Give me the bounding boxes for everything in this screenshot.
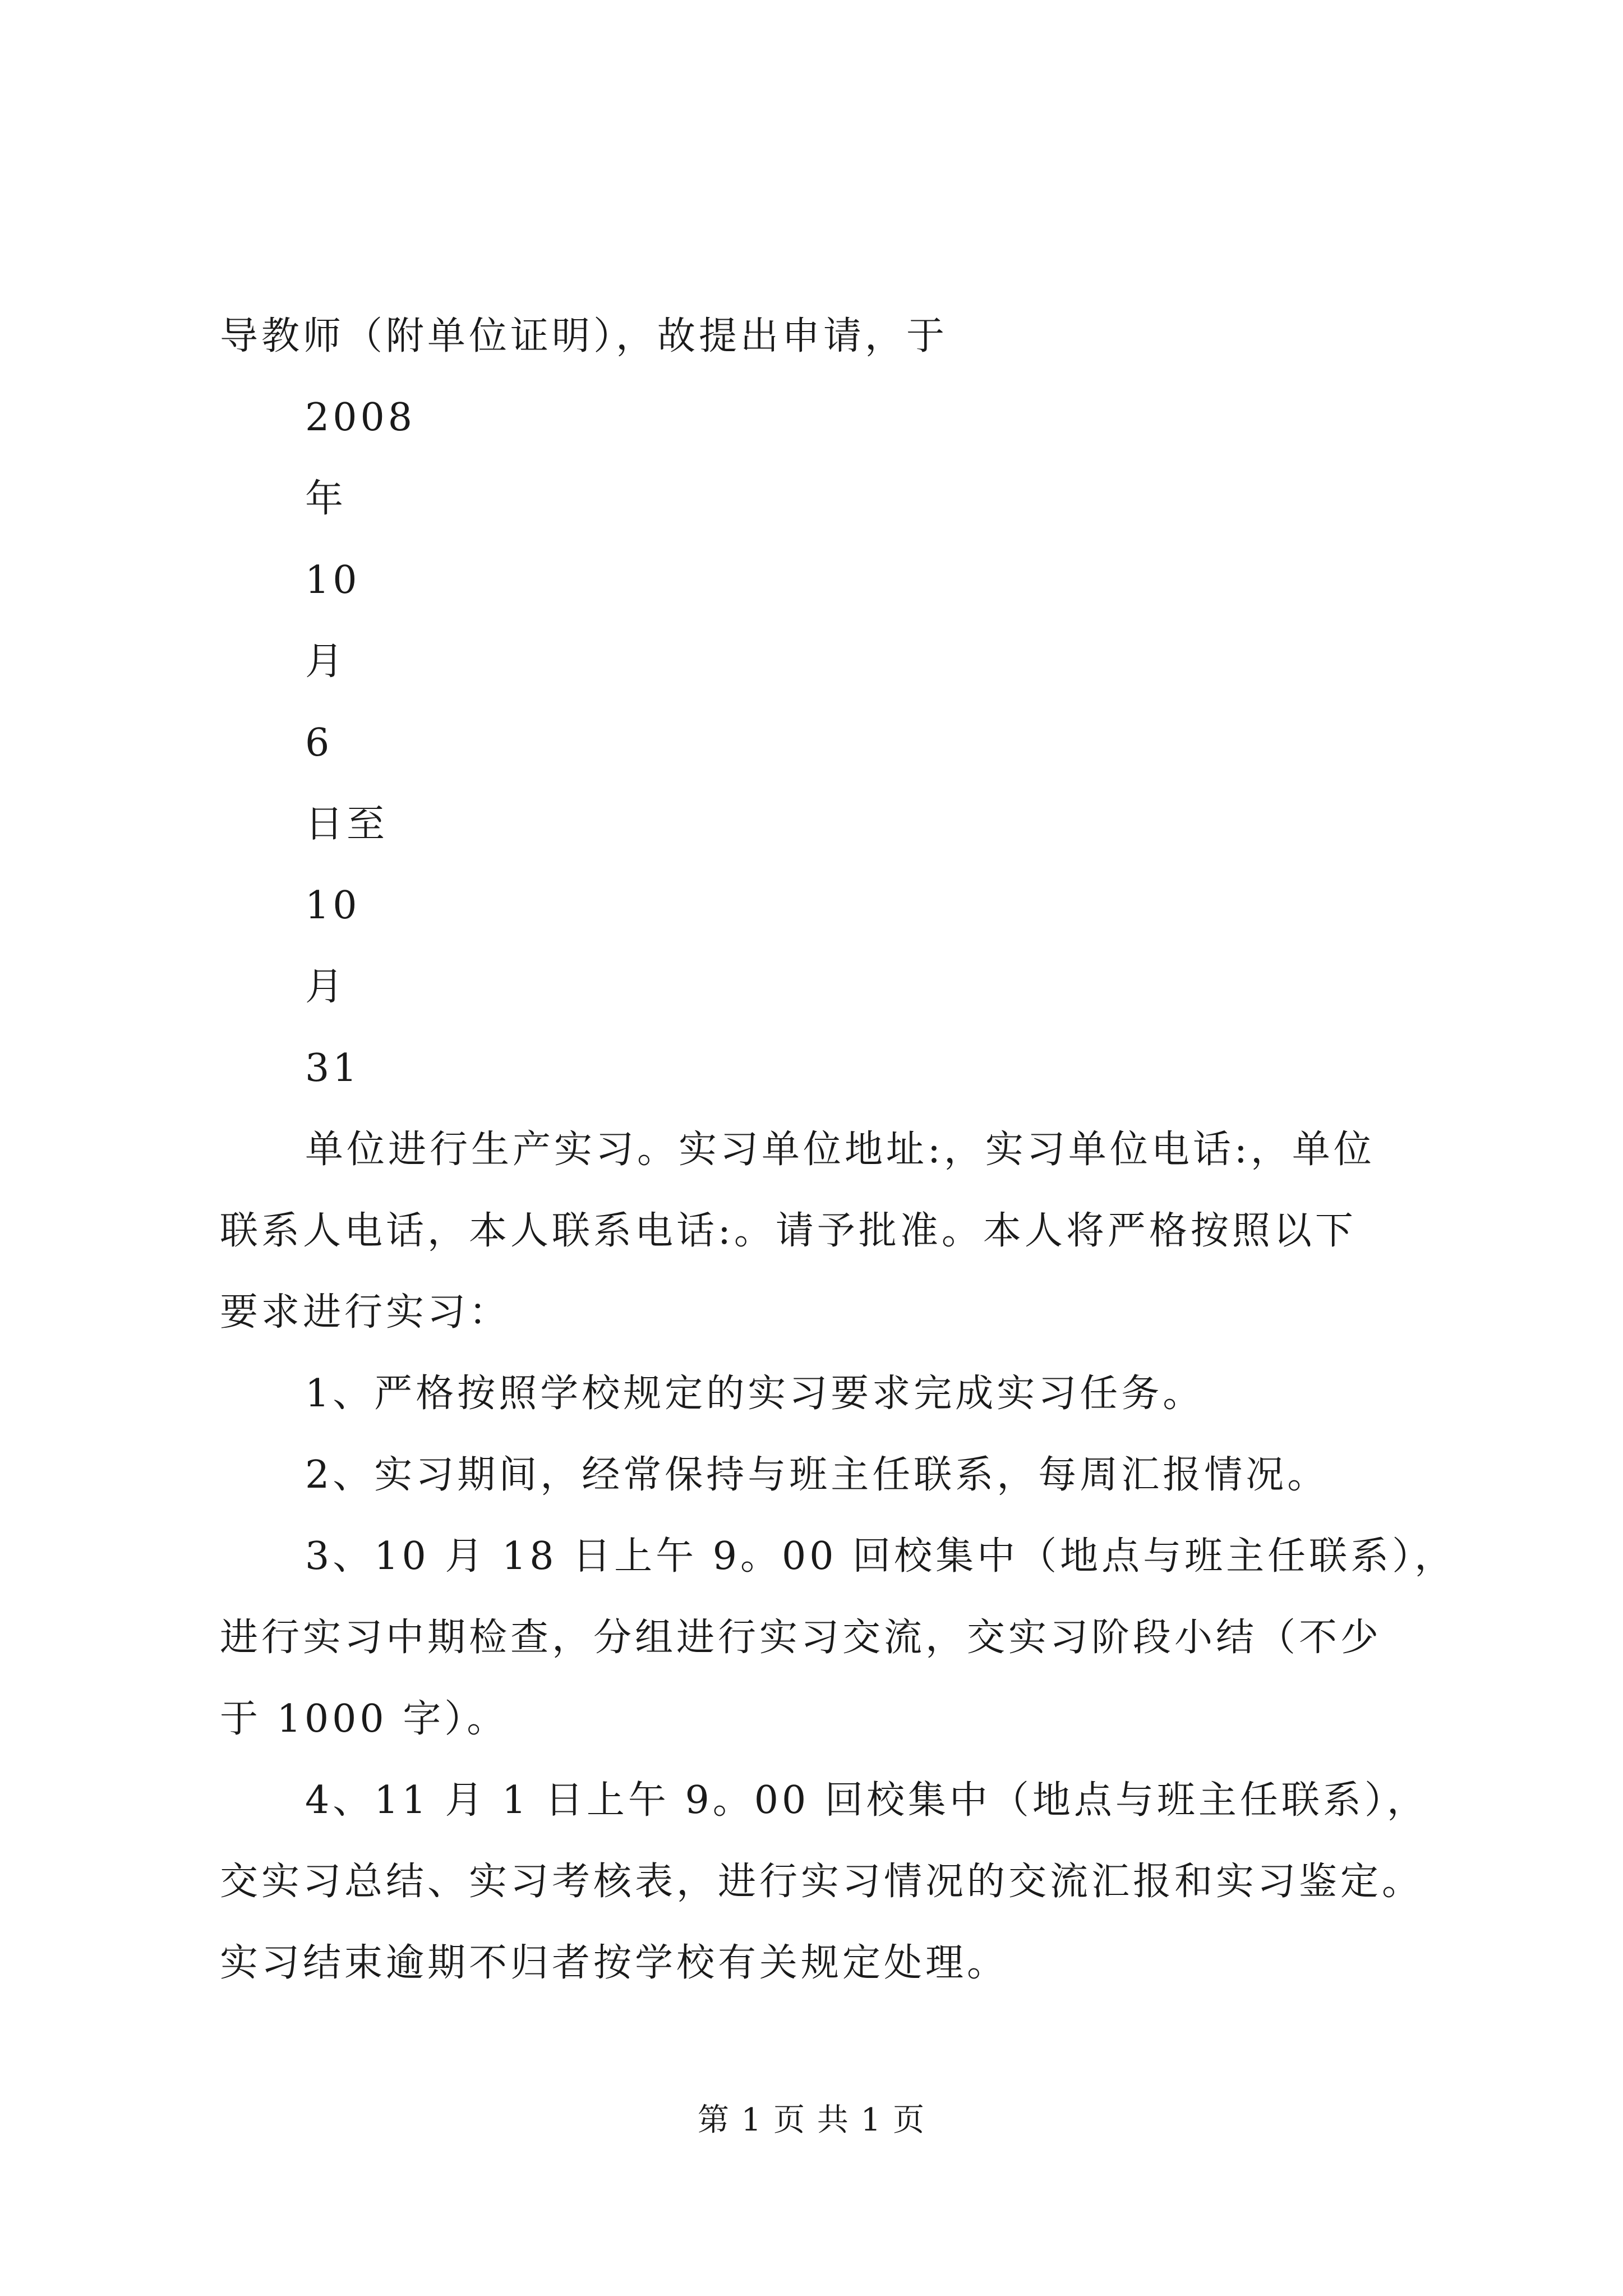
text-line: 要求进行实习： [220,1290,511,1335]
text-line: 联系人电话，本人联系电话:。请予批准。本人将严格按照以下 [220,1209,1357,1253]
text-line: 单位进行生产实习。实习单位地址:，实习单位电话:，单位 [305,1128,1375,1172]
text-line: 2、实习期间，经常保持与班主任联系，每周汇报情况。 [305,1453,1329,1497]
text-line: 月 [305,965,347,1009]
page-footer: 第 1 页 共 1 页 [697,2102,926,2138]
text-line: 进行实习中期检查，分组进行实习交流，交实习阶段小结（不少 [220,1616,1382,1660]
text-line: 日至 [305,802,389,846]
text-line: 导教师（附单位证明），故提出申请，于 [220,314,948,358]
text-line: 10 [305,884,361,928]
text-line: 4、11 月 1 日上午 9。00 回校集中（地点与班主任联系）， [305,1778,1428,1823]
text-line: 年 [305,477,347,521]
text-line: 3、10 月 18 日上午 9。00 回校集中（地点与班主任联系）， [305,1534,1456,1579]
text-line: 于 1000 字）。 [220,1697,509,1741]
text-line: 交实习总结、实习考核表，进行实习情况的交流汇报和实习鉴定。 [220,1860,1424,1904]
text-line: 实习结束逾期不归者按学校有关规定处理。 [220,1941,1009,1985]
text-line: 10 [305,558,361,602]
text-line: 31 [305,1046,361,1091]
text-line: 2008 [305,395,416,440]
text-line: 1、严格按照学校规定的实习要求完成实习任务。 [305,1372,1205,1416]
text-line: 月 [305,639,347,684]
text-line: 6 [305,721,333,765]
